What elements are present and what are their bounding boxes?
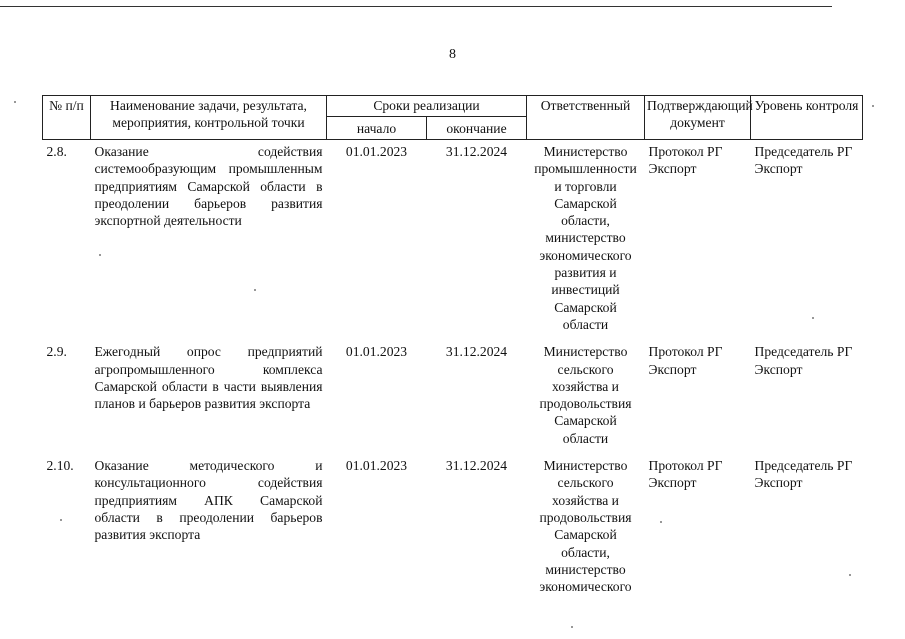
header-end: окончание (427, 117, 527, 140)
row-control-level: Председатель РГ Экспорт (754, 344, 853, 377)
row-end-date: 31.12.2024 (445, 458, 508, 474)
scan-speck (849, 574, 851, 576)
row-control-level: Председатель РГ Экспорт (754, 144, 853, 177)
table-row (43, 140, 863, 334)
scan-speck (14, 101, 16, 103)
scan-speck (660, 521, 662, 523)
row-responsible: Министерство сельского хозяйства и продовольствия Самарской области, министерство экономического (539, 458, 632, 595)
row-start-date: 01.01.2023 (345, 144, 408, 159)
page-top-rule (0, 6, 832, 7)
row-document: Протокол РГ Экспорт (648, 458, 723, 491)
row-end-date: 31.12.2024 (445, 144, 508, 159)
scan-speck (571, 626, 573, 628)
page-number: 8 (449, 47, 456, 62)
row-start-date: 01.01.2023 (345, 458, 408, 474)
row-document: Протокол РГ Экспорт (648, 344, 723, 377)
row-start-date: 01.01.2023 (345, 344, 408, 360)
row-control-level: Председатель РГ Экспорт (754, 458, 853, 491)
row-task: Ежегодный опрос предприятий агропромышленного комплекса Самарской области в части выявления планов и барьеров развития экспорта (94, 344, 323, 412)
row-responsible: Министерство промышленности и торговли Самарской области, министерство экономического развития и инвестиций Самарской области (534, 144, 637, 332)
row-task: Оказание методического и консультационного содействия предприятиям АПК Самарской области в преодолении барьеров развития экспорта (94, 458, 323, 543)
row-number: 2.10. (46, 458, 74, 474)
header-start: начало (327, 117, 427, 140)
header-responsible: Ответственный (527, 96, 645, 140)
scan-speck (60, 519, 62, 521)
row-number: 2.8. (46, 144, 67, 159)
implementation-plan-table (42, 95, 863, 595)
row-task: Оказание содействия системообразующим промышленным предприятиям Самарской области в преодолении барьеров развития экспортной деятельности (94, 144, 323, 229)
row-document: Протокол РГ Экспорт (648, 144, 723, 177)
header-task: Наименование задачи, результата, мероприятия, контрольной точки (91, 96, 327, 140)
scan-speck (812, 317, 814, 319)
table-row (43, 333, 863, 447)
header-dates: Сроки реализации (327, 96, 527, 117)
scan-speck (254, 289, 256, 291)
table-row (43, 447, 863, 595)
scan-speck (99, 254, 101, 256)
scan-speck (872, 105, 874, 107)
header-document: Подтверждающий документ (645, 96, 751, 140)
header-level: Уровень контроля (751, 96, 863, 140)
row-responsible: Министерство сельского хозяйства и продовольствия Самарской области (539, 344, 632, 446)
row-number: 2.9. (46, 344, 67, 360)
header-number: № п/п (43, 96, 91, 140)
row-end-date: 31.12.2024 (445, 344, 508, 360)
